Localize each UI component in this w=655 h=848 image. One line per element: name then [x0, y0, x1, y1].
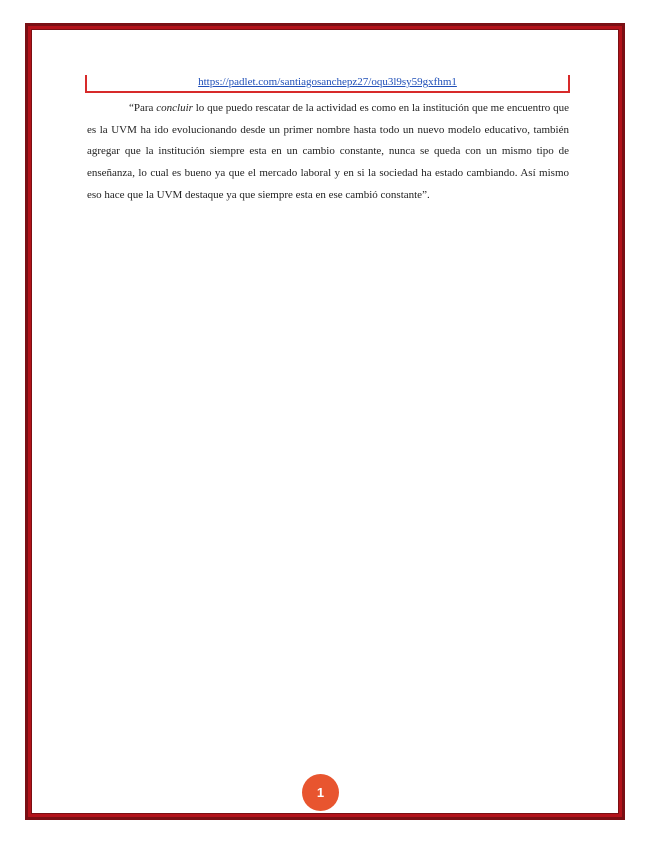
conclusion-paragraph — [87, 98, 569, 207]
quote-opening: “Para — [129, 102, 157, 114]
link-header-bar — [85, 75, 570, 93]
padlet-link[interactable]: https://padlet.com/santiagosanchepz27/oqu3l9sy59gxfhm1 — [198, 76, 457, 88]
quote-italic-word: concluir — [156, 102, 193, 114]
quote-body: lo que puedo rescatar de la actividad es como en la institución que me encuentro que es la UVM ha ido evolucionando desde un primer nombre hasta todo un nuevo modelo educativo, también agregar que la institución siempre esta en un cambio constante, nunca se queda con un mismo tipo de enseñanza, lo cual es bueno ya que el mercado laboral y en si la sociedad ha estado cambiando. Así mismo eso hace que la UVM destaque ya que siempre esta en ese cambió constante”. — [87, 102, 569, 201]
page-number-badge: 1 — [302, 774, 339, 811]
